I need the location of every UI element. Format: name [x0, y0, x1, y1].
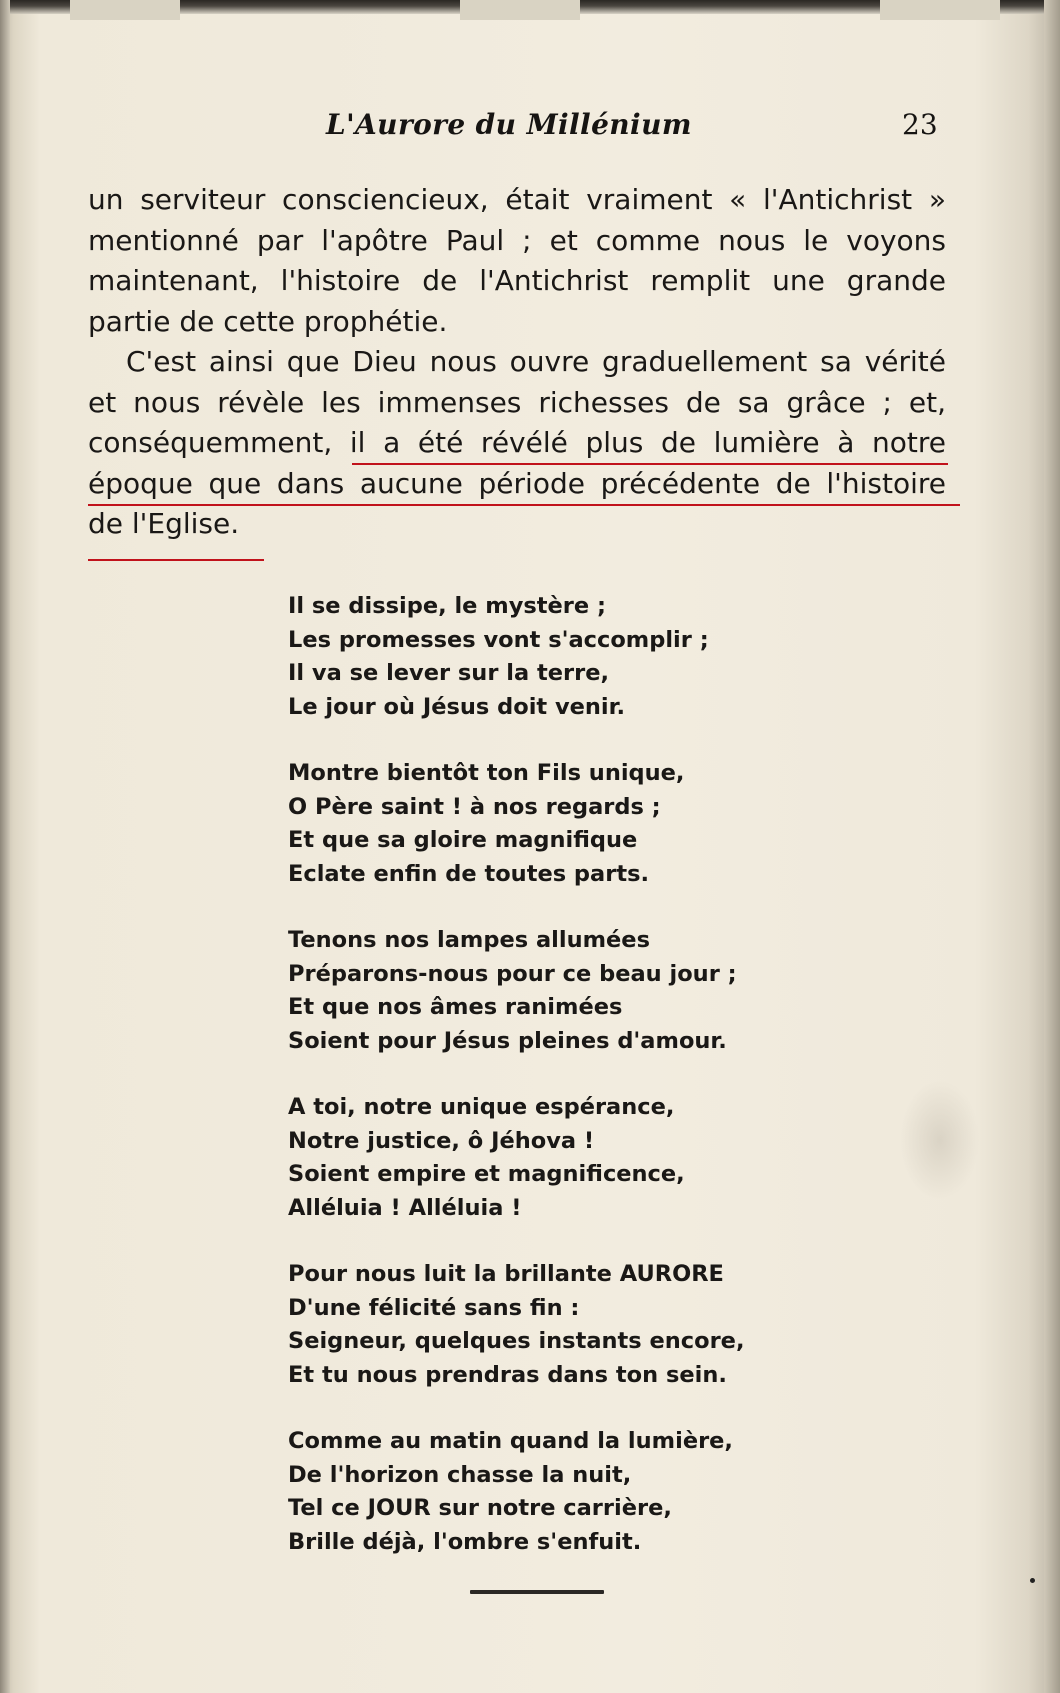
- hymn-poem: [288, 590, 908, 1592]
- prose-line: C'est ainsi que Dieu nous ouvre graduellement sa vérité: [126, 345, 946, 378]
- poem-stanza: [288, 1425, 908, 1559]
- prose-line: partie de cette prophétie.: [88, 304, 448, 338]
- prose-line: un serviteur consciencieux, était vraiment « l'Antichrist »: [88, 183, 946, 216]
- poem-line: Pour nous luit la brillante AURORE: [288, 1261, 724, 1287]
- scan-top-tab: [880, 0, 1000, 20]
- poem-line: Eclate enfin de toutes parts.: [288, 860, 650, 887]
- poem-stanza: [288, 1091, 908, 1225]
- poem-line: Il va se lever sur la terre,: [288, 660, 609, 686]
- scan-top-tab: [460, 0, 580, 20]
- prose-line: de l'Eglise.: [88, 507, 240, 540]
- poem-line: Soient pour Jésus pleines d'amour.: [288, 1027, 727, 1054]
- poem-line: Et tu nous prendras dans ton sein.: [288, 1361, 727, 1388]
- poem-line: Et que nos âmes ranimées: [288, 994, 623, 1020]
- poem-line: Le jour où Jésus doit venir.: [288, 693, 626, 720]
- poem-line: Montre bientôt ton Fils unique,: [288, 760, 685, 786]
- poem-stanza: [288, 590, 908, 724]
- poem-line: Tenons nos lampes allumées: [288, 927, 650, 953]
- poem-line: Préparons-nous pour ce beau jour ;: [288, 960, 737, 987]
- poem-line: A toi, notre unique espérance,: [288, 1094, 675, 1120]
- prose-line: mentionné par l'apôtre Paul ; et comme nous le voyons: [88, 223, 946, 257]
- ink-speck: [1030, 1578, 1035, 1583]
- page-edge-shadow: [1044, 0, 1060, 1693]
- page-header: [0, 108, 1060, 148]
- prose-line: époque que dans aucune période précédente de l'histoire: [88, 466, 946, 500]
- scan-top-tab: [70, 0, 180, 20]
- poem-stanza: [288, 757, 908, 891]
- poem-line: Comme au matin quand la lumière,: [288, 1428, 733, 1454]
- poem-line: Alléluia ! Alléluia !: [288, 1194, 522, 1221]
- poem-line: Soient empire et magnificence,: [288, 1161, 685, 1187]
- prose-line: maintenant, l'histoire de l'Antichrist remplit une grande: [88, 264, 946, 297]
- poem-line: De l'horizon chasse la nuit,: [288, 1461, 632, 1488]
- paper-stain: [900, 1080, 980, 1200]
- poem-line: O Père saint ! à nos regards ;: [288, 793, 661, 820]
- prose-line: et nous révèle les immenses richesses de sa grâce ; et,: [88, 385, 946, 419]
- poem-line: Tel ce JOUR sur notre carrière,: [288, 1495, 672, 1521]
- page-number: 23: [902, 108, 938, 141]
- end-rule: [470, 1590, 604, 1594]
- poem-line: Seigneur, quelques instants encore,: [288, 1328, 745, 1354]
- poem-stanza: [288, 1258, 908, 1392]
- red-underline: [88, 504, 960, 506]
- prose-line: conséquemment, il a été révélé plus de lumière à notre: [88, 426, 946, 459]
- red-underline: [352, 463, 948, 465]
- poem-line: D'une félicité sans fin :: [288, 1294, 580, 1321]
- running-title: L'Aurore du Millénium: [326, 108, 692, 141]
- poem-line: Les promesses vont s'accomplir ;: [288, 626, 709, 653]
- page-binding-shadow: [0, 0, 10, 1693]
- poem-line: Il se dissipe, le mystère ;: [288, 593, 606, 619]
- red-underline: [88, 559, 264, 561]
- poem-line: Brille déjà, l'ombre s'enfuit.: [288, 1528, 642, 1555]
- poem-line: Notre justice, ô Jéhova !: [288, 1127, 595, 1154]
- poem-stanza: [288, 924, 908, 1058]
- prose-paragraphs: [88, 180, 946, 545]
- poem-line: Et que sa gloire magnifique: [288, 827, 638, 853]
